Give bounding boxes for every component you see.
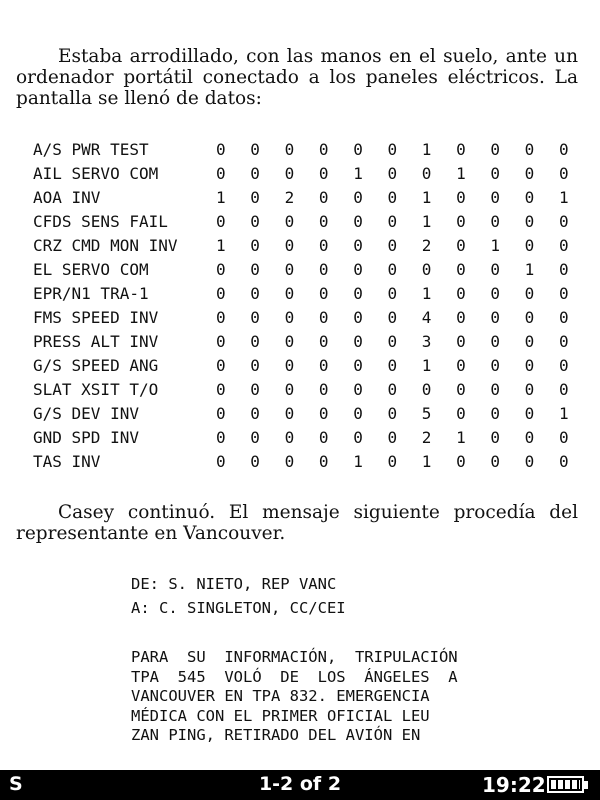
fault-value: 0 [216,139,226,159]
fault-value: 0 [524,331,535,351]
fault-value: 0 [490,379,501,399]
fault-value: 0 [387,331,398,351]
fault-value: 0 [456,283,466,303]
fault-value: 1 [558,403,569,423]
fault-value: 0 [216,283,226,303]
fault-value: 0 [216,307,226,327]
memo-line: ZAN PING, RETIRADO DEL AVIÓN EN [131,726,421,744]
fault-value: 1 [558,187,569,207]
table-row [33,233,593,257]
fault-value: 0 [524,427,535,447]
fault-value: 0 [490,139,501,159]
fault-value: 0 [456,211,466,231]
fault-value: 1 [490,235,501,255]
fault-value: 1 [456,163,466,183]
fault-value: 0 [387,355,398,375]
fault-value: 1 [216,187,226,207]
fault-value: 1 [353,163,363,183]
fault-value: 0 [216,211,226,231]
fault-value: 0 [558,355,569,375]
fault-value: 0 [318,331,329,351]
fault-value: 0 [456,235,466,255]
battery-icon [547,776,584,793]
fault-value: 0 [284,235,295,255]
fault-value: 0 [318,451,329,471]
fault-value: 0 [353,283,363,303]
fault-value: 0 [387,427,398,447]
status-s-label: S [9,773,23,795]
page-indicator: 1-2 of 2 [258,773,342,795]
fault-value: 0 [558,259,569,279]
fault-label: CFDS SENS FAIL [33,211,168,231]
fault-value: 0 [250,235,260,255]
fault-value: 0 [353,331,363,351]
fault-data-table [33,137,593,473]
fault-value: 0 [216,451,226,471]
fault-value: 0 [421,259,432,279]
fault-value: 0 [284,331,295,351]
fault-value: 0 [318,283,329,303]
fault-value: 0 [216,403,226,423]
fault-value: 0 [524,451,535,471]
fault-value: 0 [318,187,329,207]
fault-value: 0 [284,379,295,399]
fault-value: 0 [250,379,260,399]
fault-value: 0 [558,163,569,183]
fault-value: 0 [524,139,535,159]
fault-value: 0 [558,211,569,231]
fault-value: 0 [216,163,226,183]
fault-value: 0 [387,451,398,471]
fault-value: 0 [216,331,226,351]
fault-value: 0 [490,259,501,279]
fault-value: 0 [284,283,295,303]
fault-value: 0 [353,379,363,399]
fault-value: 0 [250,331,260,351]
fault-value: 0 [558,235,569,255]
fault-value: 0 [524,283,535,303]
fault-value: 0 [353,259,363,279]
fault-value: 1 [421,139,432,159]
fault-value: 0 [524,403,535,423]
fault-value: 0 [456,451,466,471]
fault-value: 1 [216,235,226,255]
fault-value: 0 [250,403,260,423]
fault-value: 0 [387,379,398,399]
fault-value: 0 [353,307,363,327]
fault-label: CRZ CMD MON INV [33,235,178,255]
fault-value: 0 [456,139,466,159]
fault-value: 0 [250,283,260,303]
fault-value: 0 [387,259,398,279]
fault-value: 0 [318,403,329,423]
table-row [33,161,593,185]
fault-value: 0 [216,427,226,447]
fault-value: 0 [524,187,535,207]
fault-value: 0 [490,283,501,303]
memo-from: DE: S. NIETO, REP VANC [131,575,337,593]
table-row [33,305,593,329]
fault-value: 1 [421,211,432,231]
fault-value: 0 [250,451,260,471]
fault-value: 1 [524,259,535,279]
memo-line: VANCOUVER EN TPA 832. EMERGENCIA [131,687,430,705]
fault-value: 0 [524,211,535,231]
fault-value: 3 [421,331,432,351]
fault-value: 0 [387,283,398,303]
fault-value: 0 [250,163,260,183]
memo-body [131,648,521,746]
fault-value: 2 [421,427,432,447]
table-row [33,257,593,281]
table-row [33,329,593,353]
fault-value: 0 [353,211,363,231]
fault-value: 2 [284,187,295,207]
paragraph-intro: Estaba arrodillado, con las manos en el suelo, ante un ordenador portátil conectado a los paneles eléctricos. La pantalla se llenó de datos: [16,46,578,109]
fault-value: 0 [284,139,295,159]
memo-header [131,572,521,620]
fault-value: 0 [524,307,535,327]
fault-value: 0 [353,355,363,375]
fault-value: 0 [250,355,260,375]
fault-label: EL SERVO COM [33,259,149,279]
fault-label: GND SPD INV [33,427,139,447]
fault-value: 0 [387,211,398,231]
fault-value: 0 [387,307,398,327]
fault-value: 1 [353,451,363,471]
fault-value: 0 [250,307,260,327]
fault-value: 0 [318,139,329,159]
fault-value: 0 [456,307,466,327]
fault-value: 5 [421,403,432,423]
fault-value: 0 [250,139,260,159]
memo-line: MÉDICA CON EL PRIMER OFICIAL LEU [131,706,430,725]
fault-value: 0 [490,187,501,207]
fault-label: AOA INV [33,187,101,207]
fault-value: 0 [558,283,569,303]
fault-value: 0 [216,259,226,279]
status-bar [0,770,600,800]
fault-value: 0 [318,379,329,399]
fault-value: 0 [490,331,501,351]
fault-value: 0 [490,163,501,183]
fault-label: FMS SPEED INV [33,307,159,327]
memo-to: A: C. SINGLETON, CC/CEI [131,599,346,617]
fault-value: 0 [318,163,329,183]
fault-value: 0 [456,187,466,207]
fault-value: 0 [387,403,398,423]
fault-value: 0 [387,235,398,255]
fault-value: 2 [421,235,432,255]
fault-value: 0 [524,163,535,183]
fault-value: 0 [387,187,398,207]
fault-value: 4 [421,307,432,327]
table-row [33,185,593,209]
fault-value: 0 [284,307,295,327]
table-row [33,425,593,449]
fault-value: 0 [387,139,398,159]
fault-value: 0 [353,187,363,207]
fault-value: 0 [524,379,535,399]
table-row [33,401,593,425]
fault-value: 0 [250,427,260,447]
fault-label: SLAT XSIT T/O [33,379,159,399]
fault-value: 0 [353,139,363,159]
fault-label: G/S DEV INV [33,403,139,423]
fault-value: 1 [421,283,432,303]
table-row [33,377,593,401]
fault-value: 0 [216,355,226,375]
fault-value: 0 [318,259,329,279]
fault-value: 0 [490,403,501,423]
fault-value: 0 [284,211,295,231]
table-row [33,281,593,305]
fault-value: 0 [318,427,329,447]
fault-value: 1 [421,355,432,375]
fault-value: 0 [318,355,329,375]
fault-value: 0 [353,403,363,423]
fault-value: 0 [421,379,432,399]
fault-value: 0 [558,307,569,327]
fault-value: 0 [387,163,398,183]
fault-label: AIL SERVO COM [33,163,159,183]
fault-value: 0 [558,139,569,159]
fault-value: 0 [456,331,466,351]
fault-value: 0 [318,307,329,327]
fault-value: 0 [284,355,295,375]
fault-value: 0 [490,307,501,327]
fault-label: EPR/N1 TRA-1 [33,283,149,303]
fault-value: 0 [250,259,260,279]
fault-value: 0 [353,235,363,255]
table-row [33,137,593,161]
table-row [33,449,593,473]
fault-value: 0 [284,163,295,183]
fault-value: 1 [421,187,432,207]
table-row [33,353,593,377]
fault-value: 0 [421,163,432,183]
fault-value: 0 [490,427,501,447]
battery-level-fill [551,780,580,789]
fault-label: PRESS ALT INV [33,331,159,351]
clock-time: 19:22 [482,773,546,797]
paragraph-casey: Casey continuó. El mensaje siguiente procedía del representante en Vancouver. [16,502,578,544]
fault-value: 0 [524,235,535,255]
battery-tip [584,781,588,789]
fault-value: 0 [353,427,363,447]
fault-value: 0 [284,403,295,423]
fault-value: 0 [524,355,535,375]
fault-value: 1 [456,427,466,447]
fault-value: 0 [284,427,295,447]
fault-value: 0 [490,451,501,471]
fault-value: 0 [456,259,466,279]
memo-line: TPA 545 VOLÓ DE LOS ÁNGELES A [131,667,458,686]
fault-value: 0 [558,331,569,351]
fault-value: 0 [456,403,466,423]
fault-value: 0 [490,211,501,231]
fault-value: 0 [250,187,260,207]
fault-value: 0 [216,379,226,399]
fault-value: 0 [284,259,295,279]
fault-label: G/S SPEED ANG [33,355,159,375]
fault-value: 0 [284,451,295,471]
fault-value: 0 [456,379,466,399]
fault-value: 0 [318,211,329,231]
fault-label: TAS INV [33,451,101,471]
fault-label: A/S PWR TEST [33,139,149,159]
table-row [33,209,593,233]
fault-value: 0 [558,427,569,447]
fault-value: 0 [490,355,501,375]
fault-value: 0 [456,355,466,375]
fault-value: 1 [421,451,432,471]
fault-value: 0 [250,211,260,231]
fault-value: 0 [318,235,329,255]
memo-line: PARA SU INFORMACIÓN, TRIPULACIÓN [131,648,458,666]
fault-value: 0 [558,451,569,471]
fault-value: 0 [558,379,569,399]
